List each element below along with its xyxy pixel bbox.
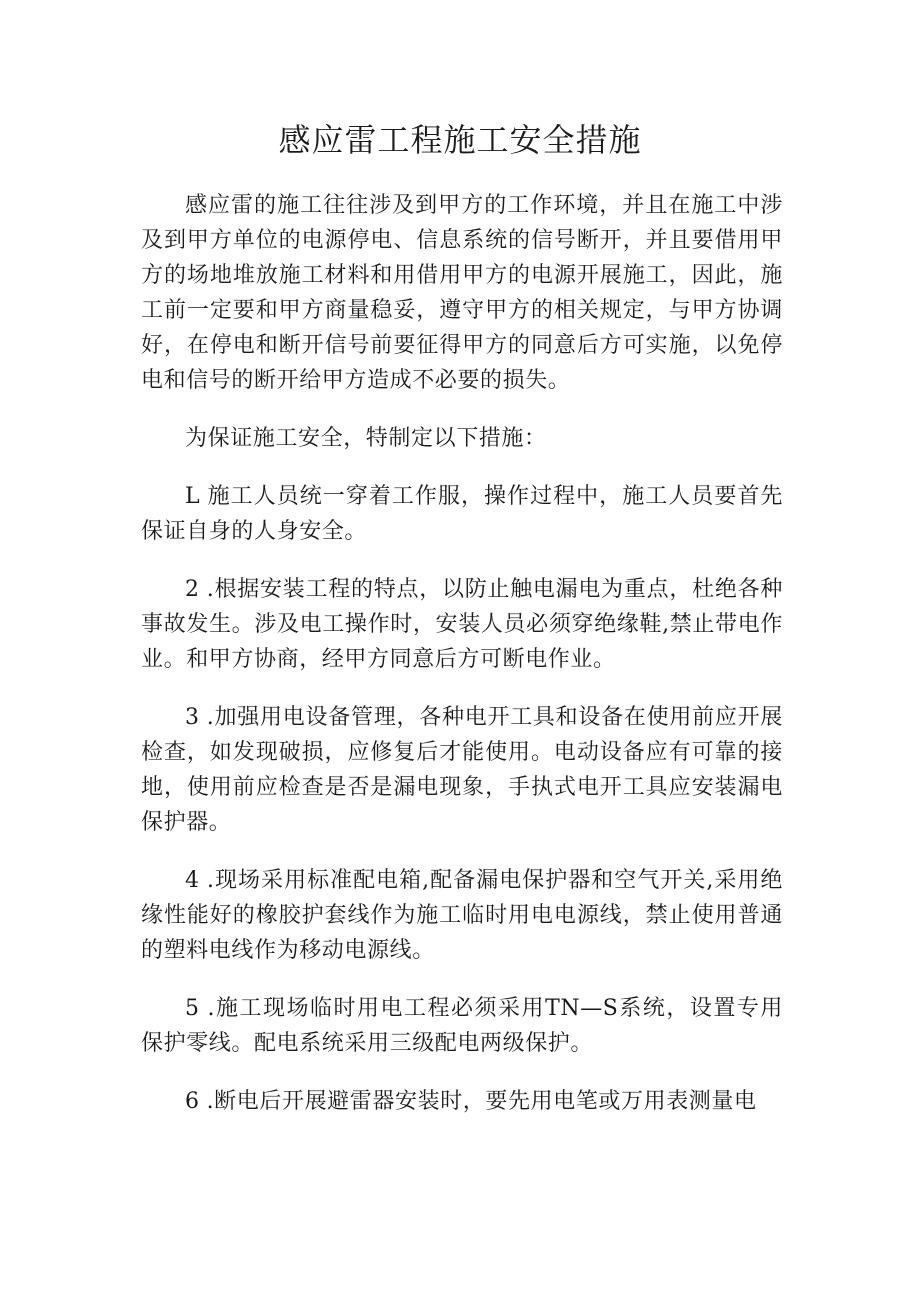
list-item [141,991,783,1061]
item-text: 施工人员统一穿着工作服，操作过程中，施工人员要首先保证自身的人身安全。 [141,484,783,544]
list-item [141,700,783,840]
intro-paragraph: 感应雷的施工往往涉及到甲方的工作环境，并且在施工中涉及到甲方单位的电源停电、信息系统的信号断开，并且要借用甲方的场地堆放施工材料和用借用甲方的电源开展施工，因此，施工前一定要和甲方商量稳妥，遵守甲方的相关规定，与甲方协调好，在停电和断开信号前要征得甲方的同意后方可实施，以免停电和信号的断开给甲方造成不必要的损失。 [141,193,783,393]
list-item [141,572,783,677]
lead-paragraph: 为保证施工安全，特制定以下措施： [185,426,547,451]
item-text: .断电后开展避雷器安装时，要先用电笔或万用表测量电 [206,1089,757,1114]
item-text: .加强用电设备管理，各种电开工具和设备在使用前应开展检查，如发现破损，应修复后才能使用。电动设备应有可靠的接地，使用前应检查是否是漏电现象，手执式电开工具应安装漏电保护器。 [141,705,783,835]
item-text: .施工现场临时用电工程必须采用TN—S系统，设置专用保护零线。配电系统采用三级配电两级保护。 [141,996,783,1056]
list-item [141,479,783,549]
item-number: 6 [185,1089,199,1114]
item-number: 2 [185,577,199,602]
item-number: 4 [185,868,199,893]
item-text: .根据安装工程的特点，以防止触电漏电为重点，杜绝各种事故发生。涉及电工操作时，安装人员必须穿绝缘鞋,禁止带电作业。和甲方协商，经甲方同意后方可断电作业。 [141,577,783,672]
document-body [141,188,783,1142]
list-item [141,863,783,968]
item-number: 5 [185,996,199,1021]
list-item [141,1084,783,1119]
item-text: .现场采用标准配电箱,配备漏电保护器和空气开关,采用绝缘性能好的橡胶护套线作为施工临时用电电源线，禁止使用普通的塑料电线作为移动电源线。 [141,868,783,963]
item-number: L [185,484,200,509]
document-title: 感应雷工程施工安全措施 [278,121,642,159]
item-number: 3 [185,705,199,730]
